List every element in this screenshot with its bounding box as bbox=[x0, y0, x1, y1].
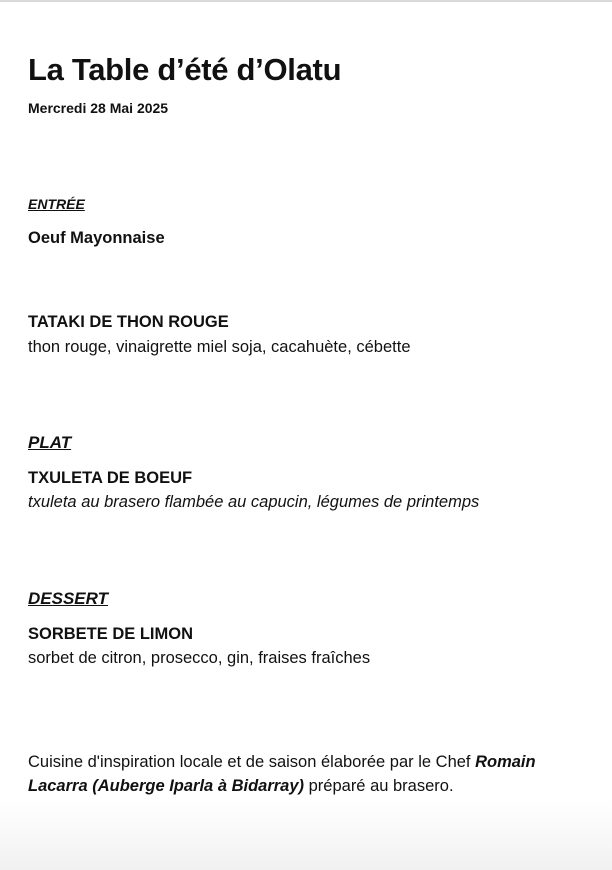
top-rule bbox=[0, 0, 612, 2]
menu-title: La Table d’été d’Olatu bbox=[28, 52, 342, 87]
dish-description: sorbet de citron, prosecco, gin, fraises fraîches bbox=[28, 649, 371, 667]
chef-name: Romain Lacarra (Auberge Iparla à Bidarray) bbox=[28, 753, 536, 795]
section-heading-entree: ENTRÉE bbox=[28, 196, 85, 212]
menu-date: Mercredi 28 Mai 2025 bbox=[28, 100, 169, 116]
dish-name: TATAKI DE THON ROUGE bbox=[28, 313, 229, 331]
chef-credit bbox=[28, 750, 588, 798]
dish-name: Oeuf Mayonnaise bbox=[28, 229, 165, 247]
dish-description: txuleta au brasero flambée au capucin, légumes de printemps bbox=[28, 493, 480, 511]
dish-name: TXULETA DE BOEUF bbox=[28, 469, 193, 487]
section-heading-dessert: DESSERT bbox=[28, 589, 108, 608]
dish-description: thon rouge, vinaigrette miel soja, cacahuète, cébette bbox=[28, 338, 411, 356]
dish-name: SORBETE DE LIMON bbox=[28, 625, 194, 643]
chef-credit-outro: préparé au brasero. bbox=[304, 777, 454, 795]
chef-credit-intro: Cuisine d'inspiration locale et de saison élaborée par le Chef bbox=[28, 753, 476, 771]
bottom-shadow bbox=[0, 800, 612, 870]
section-heading-plat: PLAT bbox=[28, 433, 72, 452]
